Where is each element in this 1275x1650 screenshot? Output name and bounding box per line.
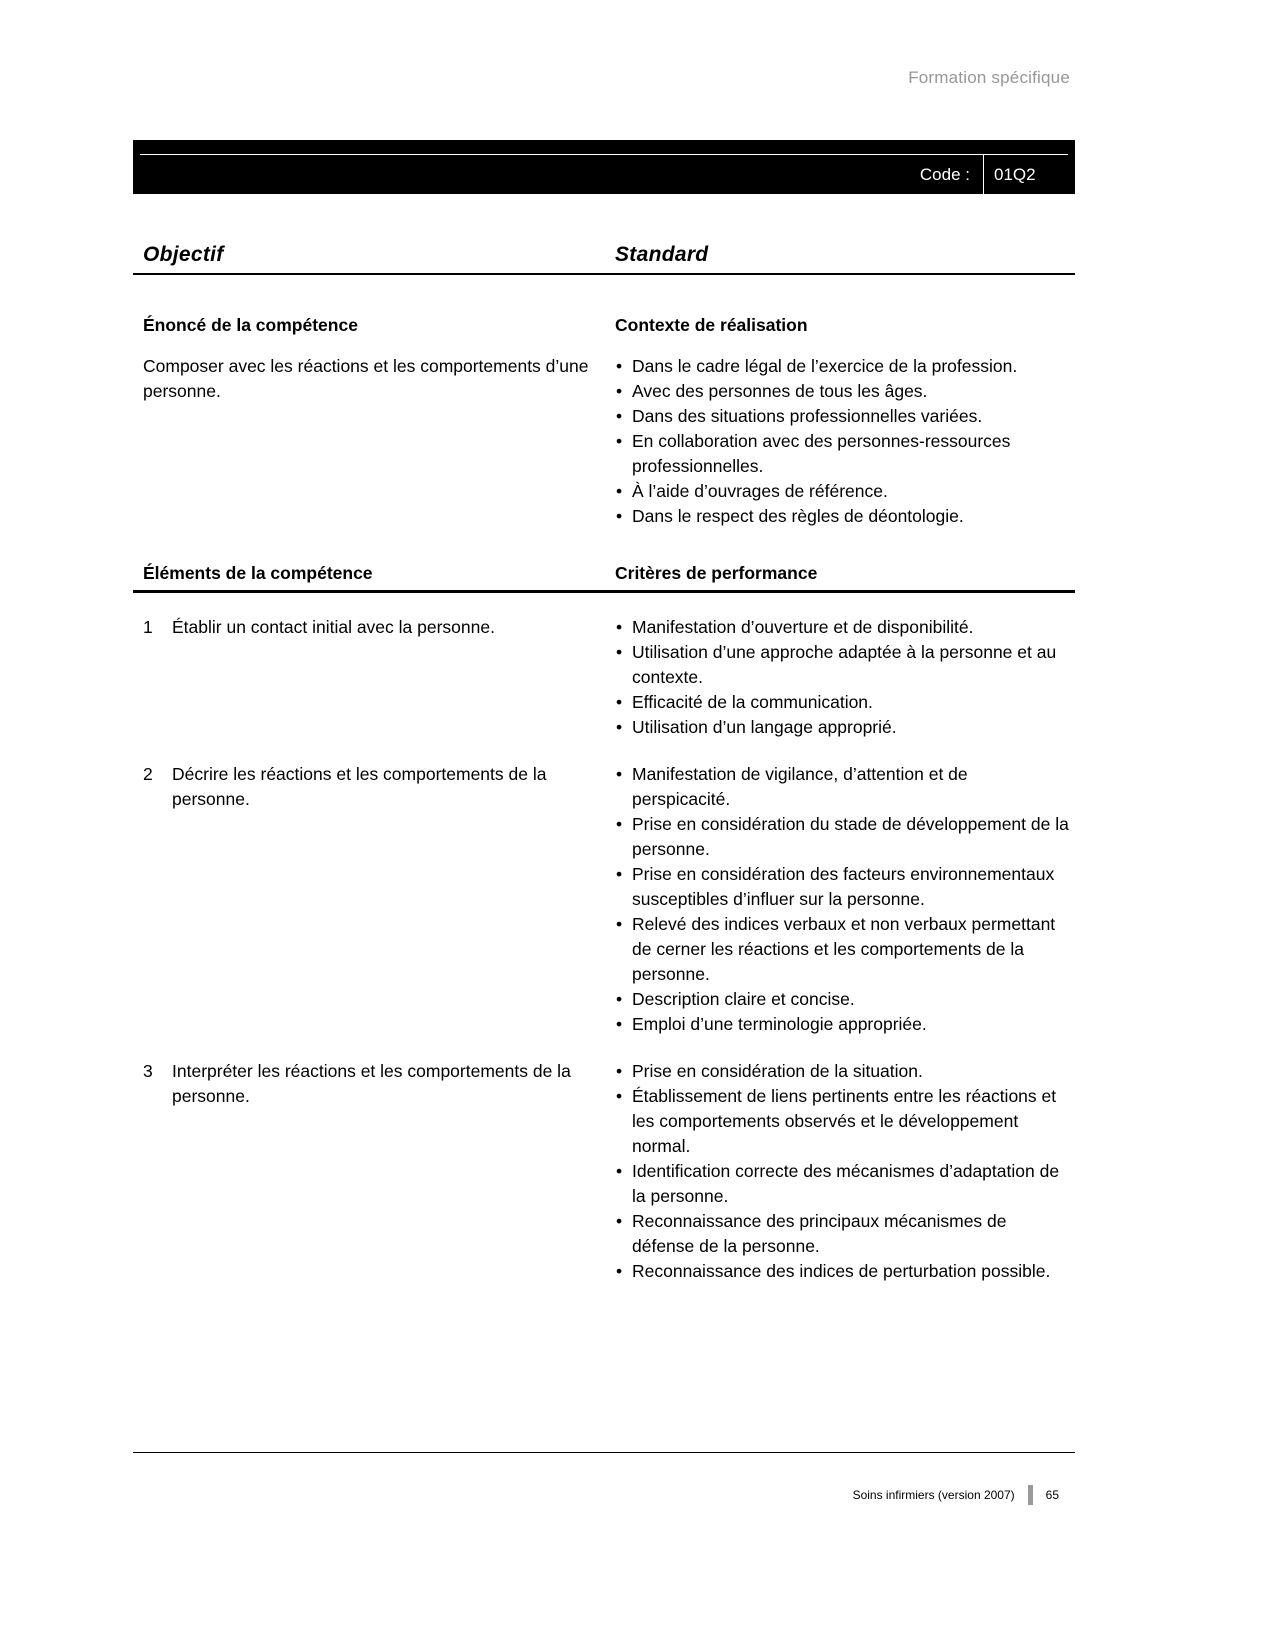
element-row-1 bbox=[133, 615, 1075, 740]
contexte-heading: Contexte de réalisation bbox=[615, 315, 808, 335]
standard-title: Standard bbox=[615, 243, 709, 266]
competence-statement: Composer avec les réactions et les comportements d’une personne. bbox=[143, 356, 589, 401]
contexte-column bbox=[615, 315, 1070, 529]
criteria-list bbox=[615, 1059, 1070, 1284]
competence-heading: Énoncé de la compétence bbox=[143, 315, 358, 335]
code-value: 01Q2 bbox=[994, 164, 1036, 184]
contexte-item: • À l’aide d’ouvrages de référence. bbox=[615, 479, 1070, 504]
code-bar-content bbox=[920, 155, 1075, 194]
criteria-list bbox=[615, 762, 1070, 1037]
element-text: Décrire les réactions et les comportements de la personne. bbox=[172, 764, 547, 809]
competence-column bbox=[133, 315, 615, 529]
footer-divider-bar bbox=[1028, 1485, 1033, 1505]
criteria-item: • Utilisation d’une approche adaptée à la personne et au contexte. bbox=[615, 640, 1070, 690]
criteria-item: • Manifestation de vigilance, d’attention et de perspicacité. bbox=[615, 762, 1070, 812]
objectif-title: Objectif bbox=[143, 243, 224, 266]
elements-section-titles bbox=[133, 563, 1075, 584]
criteria-item: • Prise en considération de la situation. bbox=[615, 1059, 1070, 1084]
criteria-item: • Description claire et concise. bbox=[615, 987, 1070, 1012]
element-text: Interpréter les réactions et les comportements de la personne. bbox=[172, 1061, 571, 1106]
column-titles bbox=[133, 243, 1075, 267]
criteria-item: • Efficacité de la communication. bbox=[615, 690, 1070, 715]
criteria-item: • Identification correcte des mécanismes d’adaptation de la personne. bbox=[615, 1159, 1070, 1209]
footer-text: Soins infirmiers (version 2007) bbox=[852, 1488, 1015, 1502]
footer bbox=[133, 1485, 1059, 1505]
page-number: 65 bbox=[1045, 1488, 1059, 1502]
page-content bbox=[133, 0, 1075, 1284]
element-number: 3 bbox=[143, 1061, 153, 1081]
contexte-item: • Dans le cadre légal de l’exercice de la profession. bbox=[615, 354, 1070, 379]
criteria-item: • Emploi d’une terminologie appropriée. bbox=[615, 1012, 1070, 1037]
criteria-item: • Prise en considération du stade de développement de la personne. bbox=[615, 812, 1070, 862]
criteria-item: • Utilisation d’un langage approprié. bbox=[615, 715, 1070, 740]
criteria-item: • Reconnaissance des principaux mécanismes de défense de la personne. bbox=[615, 1209, 1070, 1259]
contexte-item: • Avec des personnes de tous les âges. bbox=[615, 379, 1070, 404]
element-row-2 bbox=[133, 762, 1075, 1037]
contexte-item: • En collaboration avec des personnes-ressources professionnelles. bbox=[615, 429, 1070, 479]
code-bar bbox=[133, 140, 1075, 194]
criteria-item: • Prise en considération des facteurs environnementaux susceptibles d’influer sur la personne. bbox=[615, 862, 1070, 912]
criteria-item: • Établissement de liens pertinents entre les réactions et les comportements observés et le développement normal. bbox=[615, 1084, 1070, 1159]
section-header-label: Formation spécifique bbox=[908, 68, 1070, 87]
code-label: Code : bbox=[919, 164, 970, 184]
element-row-3 bbox=[133, 1059, 1075, 1284]
elements-heading: Éléments de la compétence bbox=[143, 563, 373, 583]
intro-section bbox=[133, 315, 1075, 529]
element-text: Établir un contact initial avec la personne. bbox=[172, 617, 495, 637]
contexte-item: • Dans le respect des règles de déontologie. bbox=[615, 504, 1070, 529]
element-number: 2 bbox=[143, 764, 153, 784]
contexte-list bbox=[615, 354, 1070, 529]
criteres-heading: Critères de performance bbox=[615, 563, 818, 583]
criteria-item: • Manifestation d’ouverture et de disponibilité. bbox=[615, 615, 1070, 640]
footer-rule bbox=[133, 1452, 1075, 1453]
titles-rule bbox=[133, 273, 1075, 275]
element-number: 1 bbox=[143, 617, 153, 637]
criteria-item: • Relevé des indices verbaux et non verbaux permettant de cerner les réactions et les comportements de la personne. bbox=[615, 912, 1070, 987]
elements-rule bbox=[133, 590, 1075, 593]
criteria-list bbox=[615, 615, 1070, 740]
contexte-item: • Dans des situations professionnelles variées. bbox=[615, 404, 1070, 429]
criteria-item: • Reconnaissance des indices de perturbation possible. bbox=[615, 1259, 1070, 1284]
